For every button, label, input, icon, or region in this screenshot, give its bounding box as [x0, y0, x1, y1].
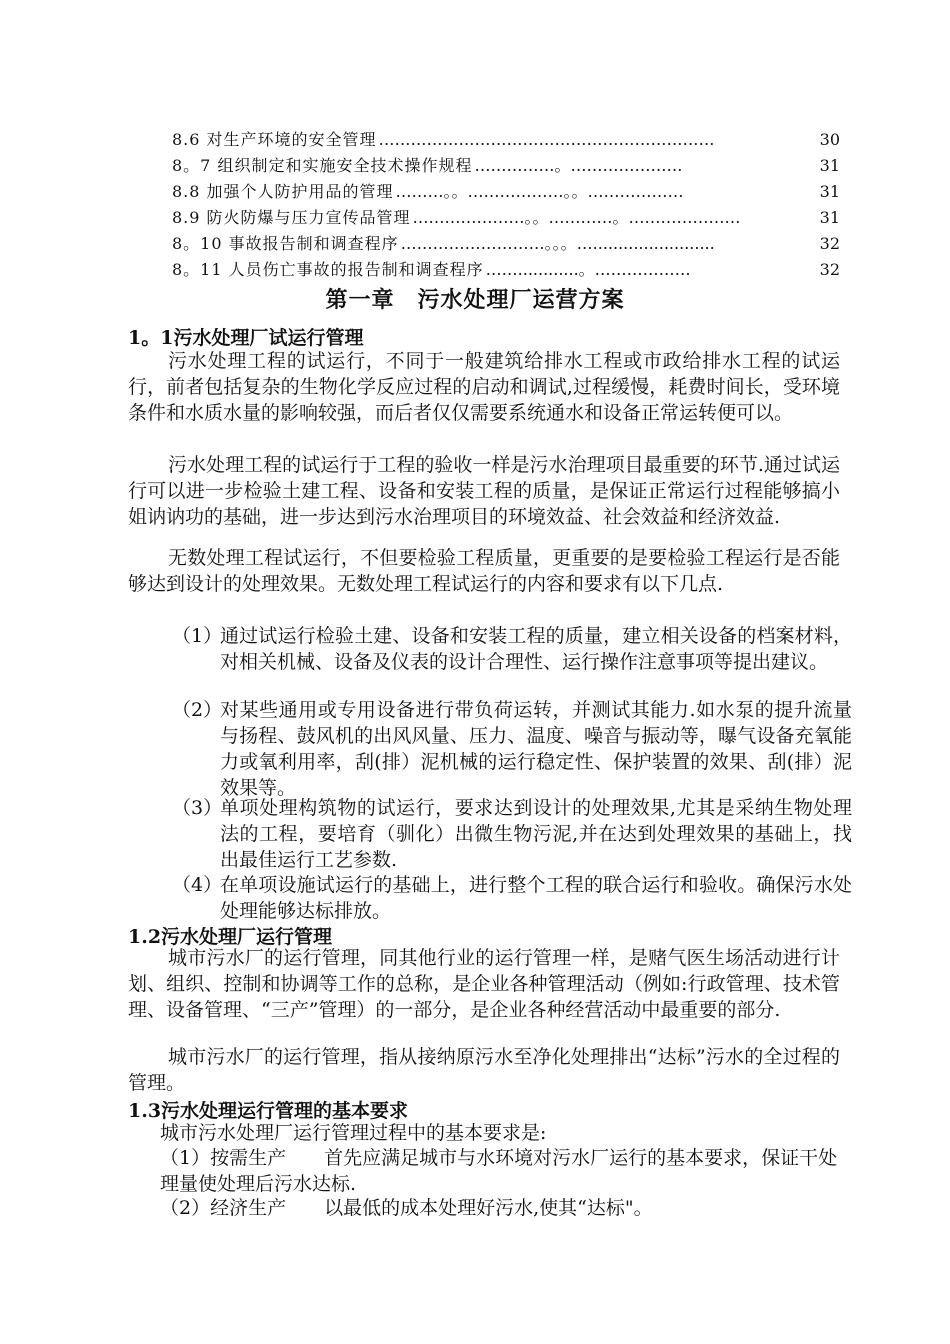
list-item: [172, 697, 852, 801]
chapter-title: 第一章 污水处理厂运营方案: [325, 287, 625, 313]
toc-entry-title: 8。7 组织制定和实施安全技术操作规程: [172, 156, 473, 175]
section-heading: 1。1污水处理厂试运行管理: [128, 327, 364, 349]
toc-page-number: 32: [819, 260, 840, 279]
toc-entry: [172, 205, 840, 231]
toc-page-number: 31: [819, 182, 840, 201]
section-heading: 1.2污水处理厂运行管理: [128, 926, 333, 948]
toc-entry-title: 8。10 事故报告制和调查程序: [172, 234, 399, 253]
requirement-item: （2）经济生产 以最低的成本处理好污水,使其“达标"。: [160, 1197, 653, 1219]
toc-entry-title: 8。11 人员伤亡事故的报告制和调查程序: [172, 260, 484, 279]
toc-leader: …………………。。…………。…………………: [412, 208, 741, 227]
list-item-text: 单项处理构筑物的试运行，要求达到设计的处理效果,尤其是采纳生物处理法的工程，要培育（驯化）出微生物污泥,并在达到处理效果的基础上，找出最佳运行工艺参数.: [220, 797, 852, 871]
list-item: [172, 795, 852, 873]
toc-page-number: 32: [819, 234, 840, 253]
toc-entry-title: 8.8 加强个人防护用品的管理: [172, 182, 394, 201]
toc-entry: [172, 179, 840, 205]
table-of-contents: [172, 127, 840, 283]
toc-entry: [172, 257, 840, 283]
list-item-number: （3）: [172, 797, 223, 819]
paragraph: 污水处理工程的试运行，不同于一般建筑给排水工程或市政给排水工程的试运行，前者包括复杂的生物化学反应过程的启动和调试,过程缓慢，耗费时间长，受环境条件和水质水量的影响较强，而后者仅仅需要系统通水和设备正常运转便可以。: [128, 350, 840, 424]
toc-entry-title: 8.6 对生产环境的安全管理: [172, 130, 377, 149]
paragraph: 城市污水厂的运行管理，指从接纳原污水至净化处理排出“达标”污水的全过程的管理。: [128, 1046, 840, 1094]
toc-leader: ………。。………………。。………………: [395, 182, 684, 201]
toc-entry: [172, 127, 840, 153]
paragraph: 城市污水厂的运行管理，同其他行业的运行管理一样，是赌气医生场活动进行计划、组织、控制和协调等工作的总称，是企业各种管理活动（例如:行政管理、技术管理、设备管理、“三产”管理）的一部分，是企业各种经营活动中最重要的部分.: [128, 947, 840, 1021]
list-item: [172, 872, 852, 924]
toc-leader: ……………。…………………: [474, 156, 683, 175]
toc-leader: ………………………………………………………: [378, 130, 715, 149]
toc-leader: ……............。………………: [485, 260, 691, 279]
list-item-number: （2）: [172, 699, 223, 721]
toc-leader: ………………………。。。…........................: [400, 234, 715, 253]
paragraph: 污水处理工程的试运行于工程的验收一样是污水治理项目最重要的环节.通过试运行可以进一步检验土建工程、设备和安装工程的质量，是保证正常运行过程能够搞小姐讷讷功的基础，进一步达到污水治理项目的环境效益、社会效益和经济效益.: [128, 454, 840, 528]
toc-page-number: 30: [819, 130, 840, 149]
list-item-text: 通过试运行检验土建、设备和安装工程的质量，建立相关设备的档案材料，对相关机械、设备及仪表的设计合理性、运行操作注意事项等提出建议。: [220, 625, 852, 673]
list-item-text: 在单项设施试运行的基础上，进行整个工程的联合运行和验收。确保污水处处理能够达标排放。: [220, 874, 852, 922]
list-item-number: （1）: [172, 625, 223, 647]
section-heading: 1.3污水处理运行管理的基本要求: [128, 1100, 409, 1122]
list-item-number: （4）: [172, 874, 223, 896]
requirement-item: （1）按需生产 首先应满足城市与水环境对污水厂运行的基本要求，保证干处理量使处理后污水达标.: [160, 1147, 838, 1195]
toc-entry: [172, 153, 840, 179]
paragraph: 无数处理工程试运行，不但要检验工程质量，更重要的是要检验工程运行是否能够达到设计的处理效果。无数处理工程试运行的内容和要求有以下几点.: [128, 547, 840, 595]
list-item-text: 对某些通用或专用设备进行带负荷运转，并测试其能力.如水泵的提升流量与扬程、鼓风机的出风风量、压力、温度、噪音与振动等，曝气设备充氧能力或氧利用率，刮(排）泥机械的运行稳定性、保护装置的效果、刮(排）泥效果等。: [220, 699, 852, 799]
toc-entry: [172, 231, 840, 257]
list-item: [172, 623, 852, 675]
paragraph: 城市污水处理厂运行管理过程中的基本要求是:: [160, 1122, 547, 1144]
toc-page-number: 31: [819, 208, 840, 227]
toc-page-number: 31: [819, 156, 840, 175]
toc-entry-title: 8.9 防火防爆与压力宣传品管理: [172, 208, 411, 227]
